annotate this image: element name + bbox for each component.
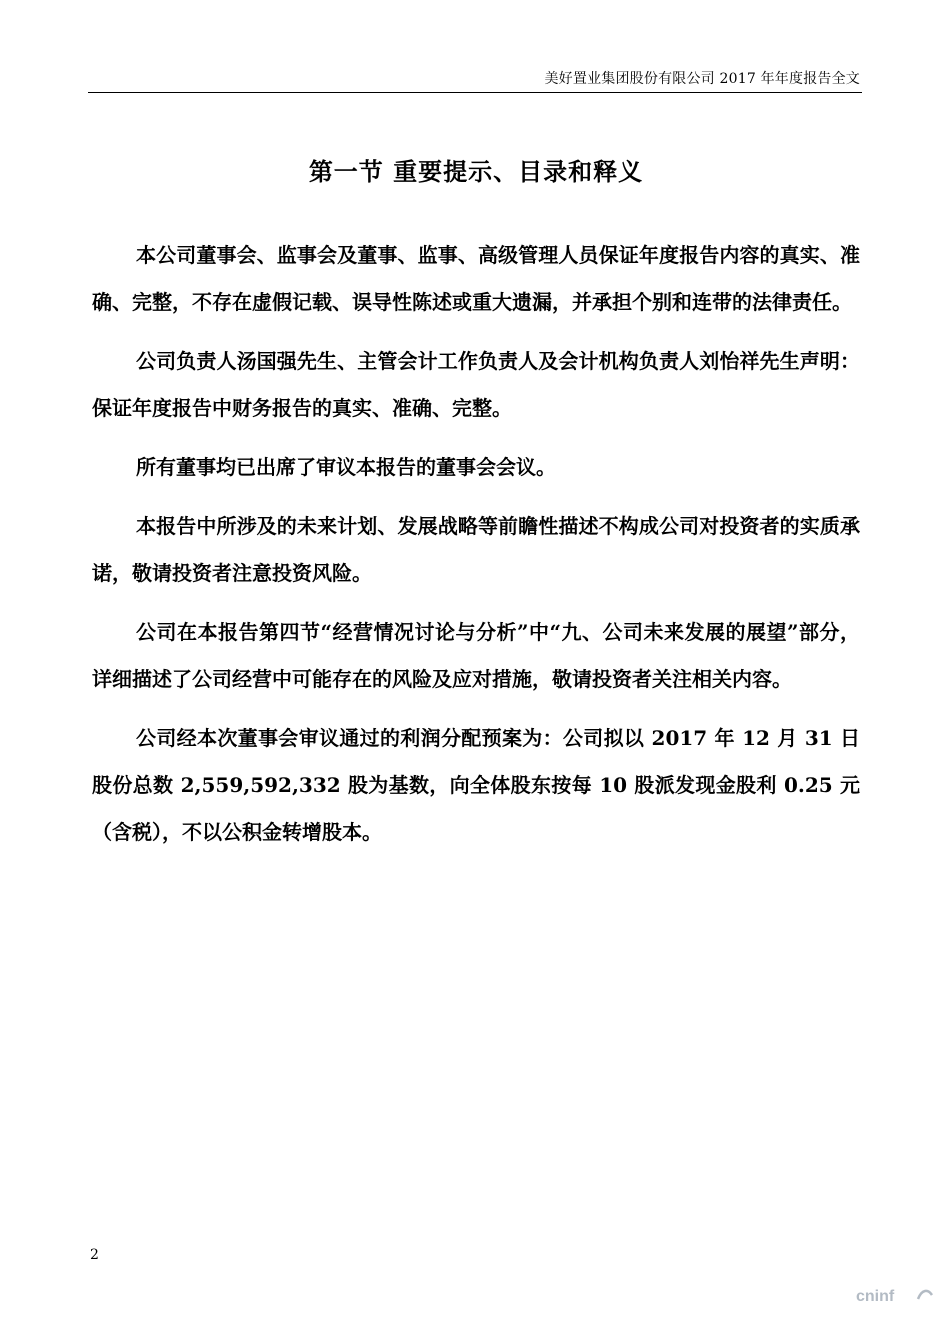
section-title: 第一节 重要提示、目录和释义 (308, 157, 644, 186)
running-header: 美好置业集团股份有限公司 2017 年年度报告全文 (544, 71, 860, 87)
paragraph-risk-reference: 公司在本报告第四节“经营情况讨论与分析”中“九、公司未来发展的展望”部分，详细描述了公司经营中可能存在的风险及应对措施，敬请投资者关注相关内容。 (92, 620, 860, 691)
body-text (92, 232, 860, 868)
paragraph-officer-declaration: 公司负责人汤国强先生、主管会计工作负责人及会计机构负责人刘怡祥先生声明：保证年度报告中财务报告的真实、准确、完整。 (92, 349, 860, 420)
header-divider (88, 92, 862, 93)
cninfo-watermark (842, 1283, 942, 1341)
cninfo-logo-icon (854, 1283, 934, 1307)
page-number: 2 (90, 1247, 99, 1263)
paragraph-forward-looking-notice: 本报告中所涉及的未来计划、发展战略等前瞻性描述不构成公司对投资者的实质承诺，敬请投资者注意投资风险。 (92, 514, 860, 585)
paragraph-responsibility-statement: 本公司董事会、监事会及董事、监事、高级管理人员保证年度报告内容的真实、准确、完整，不存在虚假记载、误导性陈述或重大遗漏，并承担个别和连带的法律责任。 (92, 243, 860, 314)
watermark-brand: cninf (856, 1288, 895, 1305)
paragraph-profit-distribution: 公司经本次董事会审议通过的利润分配预案为：公司拟以 2017 年 12 月 31 日股份总数 2,559,592,332 股为基数，向全体股东按每 10 股派发现金股利 0.25 元（含税），不以公积金转增股本。 (92, 726, 860, 844)
paragraph-board-attendance: 所有董事均已出席了审议本报告的董事会会议。 (136, 455, 556, 479)
